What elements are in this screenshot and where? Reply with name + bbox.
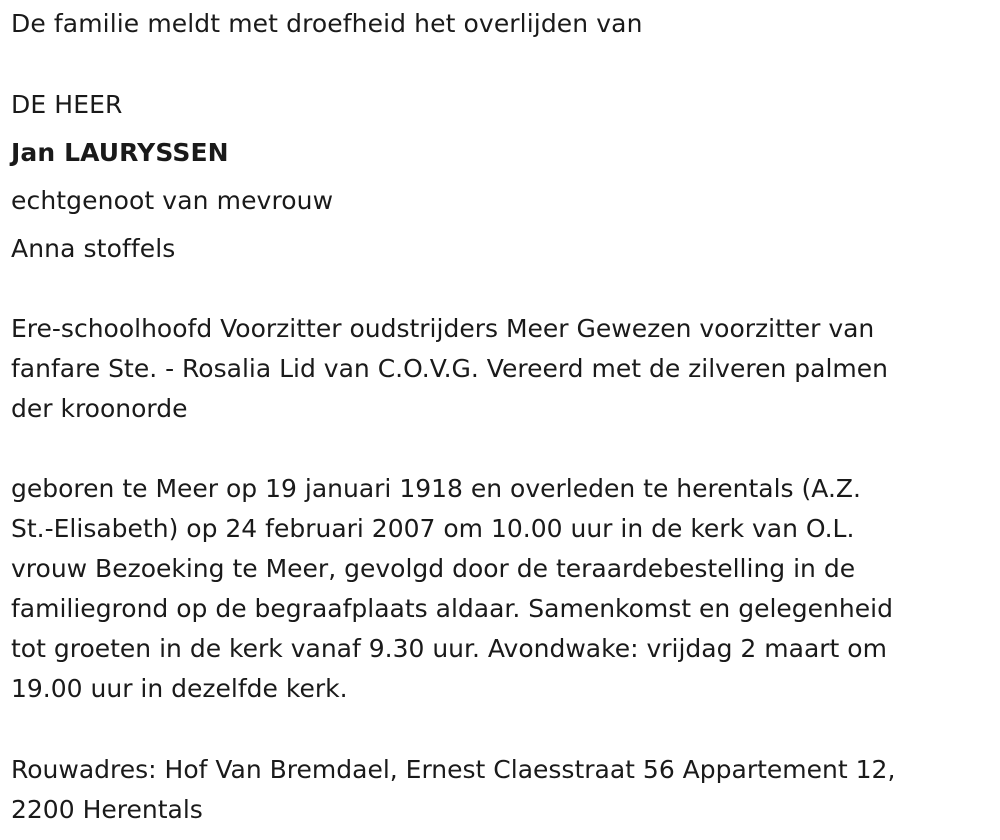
details-line: 19.00 uur in dezelfde kerk. (11, 674, 348, 703)
spouse-label: echtgenoot van mevrouw (11, 186, 334, 215)
honors-line: der kroonorde (11, 394, 188, 423)
intro-text: De familie meldt met droefheid het overlijden van (11, 9, 643, 38)
spouse-name: Anna stoffels (11, 234, 176, 263)
details-line: tot groeten in de kerk vanaf 9.30 uur. Avondwake: vrijdag 2 maart om (11, 634, 887, 663)
details-line: St.-Elisabeth) op 24 februari 2007 om 10.00 uur in de kerk van O.L. (11, 514, 855, 543)
details-paragraph (11, 469, 893, 709)
honors-line: Ere-schoolhoofd Voorzitter oudstrijders Meer Gewezen voorzitter van (11, 314, 875, 343)
address-paragraph (11, 750, 895, 830)
details-line: familiegrond op de begraafplaats aldaar. Samenkomst en gelegenheid (11, 594, 893, 623)
details-line: vrouw Bezoeking te Meer, gevolgd door de teraardebestelling in de (11, 554, 856, 583)
honors-paragraph (11, 309, 888, 429)
honors-line: fanfare Ste. - Rosalia Lid van C.O.V.G. Vereerd met de zilveren palmen (11, 354, 888, 383)
address-line: 2200 Herentals (11, 795, 203, 824)
deceased-name: Jan LAURYSSEN (11, 138, 229, 167)
honorific-title: DE HEER (11, 90, 123, 119)
address-line: Rouwadres: Hof Van Bremdael, Ernest Claesstraat 56 Appartement 12, (11, 755, 896, 784)
details-line: geboren te Meer op 19 januari 1918 en overleden te herentals (A.Z. (11, 474, 861, 503)
